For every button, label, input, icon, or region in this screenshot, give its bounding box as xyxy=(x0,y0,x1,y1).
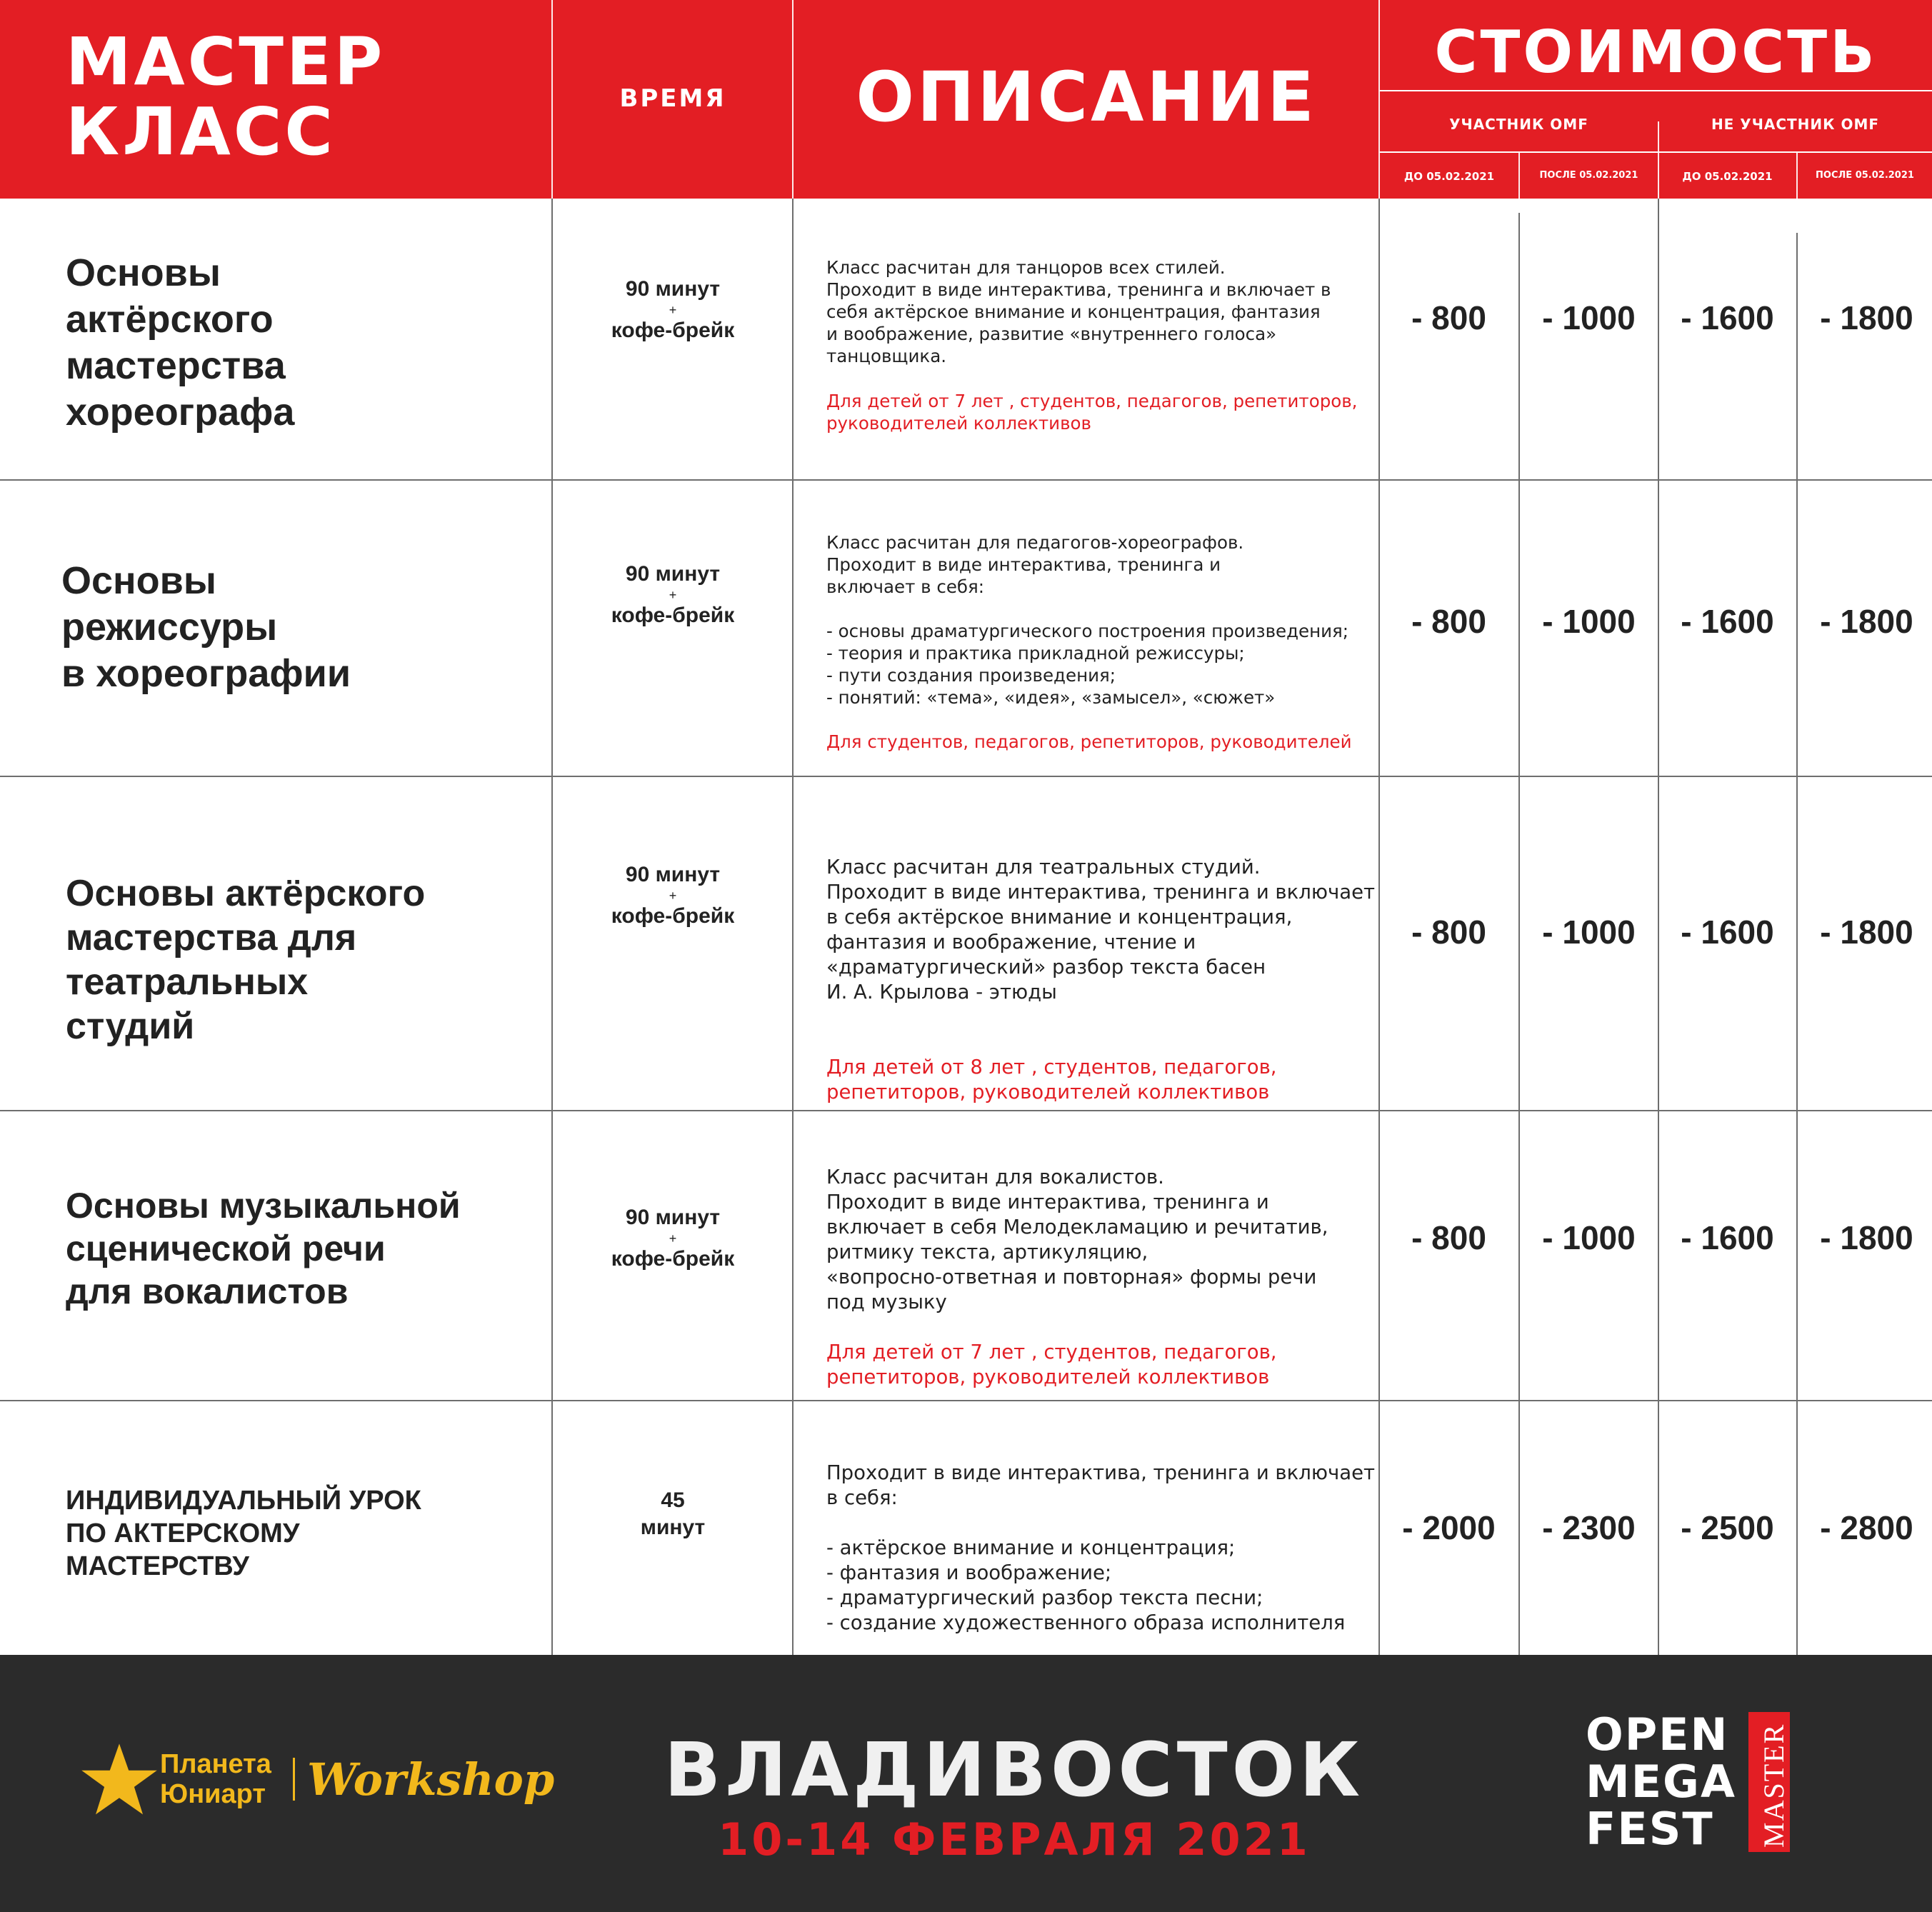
brand-planeta: Планета Юниарт xyxy=(160,1749,271,1809)
price-omf-before: - 2000 xyxy=(1402,1509,1496,1546)
price-non-omf-after: - 1800 xyxy=(1820,1219,1913,1256)
event-dates: 10-14 ФЕВРАЛЯ 2021 xyxy=(718,1813,1311,1866)
header-after-1: ПОСЛЕ 05.02.2021 xyxy=(1539,170,1638,181)
class-duration: 90 минут + кофе-брейк xyxy=(611,1206,735,1271)
table-row xyxy=(0,1401,1932,1655)
star-icon xyxy=(80,1741,159,1819)
class-duration: 45 минут xyxy=(640,1488,706,1539)
table-row xyxy=(0,199,1932,481)
price-non-omf-before: - 1600 xyxy=(1681,603,1774,640)
class-name: Основы актёрского мастерства для театральных студий xyxy=(66,873,426,1047)
class-duration: 90 минут + кофе-брейк xyxy=(611,277,735,342)
class-description: Класс расчитан для танцоров всех стилей. Проходит в виде интерактива, тренинга и включает в себя актёрское внимание и концентрация, фантазия и воображение, развитие «внутреннего голоса» танцовщика. Для детей от 7 лет , студентов, педагогов, репетиторов, руководителей коллективов xyxy=(826,234,1383,456)
header-after-2: ПОСЛЕ 05.02.2021 xyxy=(1816,170,1914,181)
price-non-omf-after: - 2800 xyxy=(1820,1509,1913,1546)
class-name: Основы музыкальной сценической речи для вокалистов xyxy=(66,1186,461,1311)
price-omf-before: - 800 xyxy=(1411,299,1486,336)
class-name: Основы режиссуры в хореографии xyxy=(61,559,351,695)
price-omf-after: - 1000 xyxy=(1542,299,1636,336)
price-non-omf-before: - 2500 xyxy=(1681,1509,1774,1546)
header-divider xyxy=(551,0,553,199)
omf-open: OPEN xyxy=(1586,1708,1729,1761)
price-omf-after: - 2300 xyxy=(1542,1509,1636,1546)
omf-logo xyxy=(1586,1708,1814,1883)
table-row xyxy=(0,1111,1932,1401)
price-non-omf-before: - 1600 xyxy=(1681,1219,1774,1256)
header-divider xyxy=(1380,90,1932,91)
header-before-2: ДО 05.02.2021 xyxy=(1682,170,1773,183)
header-cost: СТОИМОСТЬ xyxy=(1434,19,1878,86)
price-omf-before: - 800 xyxy=(1411,1219,1486,1256)
table-row xyxy=(0,777,1932,1111)
class-audience: Для студентов, педагогов, репетиторов, руководителей xyxy=(826,731,1352,752)
event-city: ВЛАДИВОСТОК xyxy=(664,1726,1365,1813)
footer xyxy=(0,1655,1932,1912)
price-non-omf-before: - 1600 xyxy=(1681,914,1774,951)
class-duration: 90 минут + кофе-брейк xyxy=(611,863,735,928)
class-description: Класс расчитан для вокалистов. Проходит в виде интерактива, тренинга и включает в себя Мелодекламацию и речитатив, ритмику текста, артикуляцию, «вопросно-ответная и повторная» формы речи под музыку Для детей от 7 лет , студентов, педагогов, репетиторов, руководителей коллективов xyxy=(826,1140,1383,1415)
class-audience: Для детей от 7 лет , студентов, педагогов, репетиторов, руководителей коллективов xyxy=(826,1341,1277,1388)
brand-workshop: Workshop xyxy=(307,1753,555,1806)
price-omf-before: - 800 xyxy=(1411,603,1486,640)
class-description: Класс расчитан для театральных студий. Проходит в виде интерактива, тренинга и включает в себя актёрское внимание и концентрация, фантазия и воображение, чтение и «драматургический» разбор текста басен И. А. Крылова - этюды Для детей от 8 лет , студентов, педагогов, репетиторов, руководителей коллективов xyxy=(826,830,1383,1130)
class-description: Класс расчитан для педагогов-хореографов. Проходит в виде интерактива, тренинга и включает в себя: - основы драматургического построения произведения; - теория и практика прикладной режиссуры; - пути создания произведения; - понятий: «тема», «идея», «замысел», «сюжет» Для студентов, педагогов, репетиторов, руководителей xyxy=(826,509,1383,775)
class-name: ИНДИВИДУАЛЬНЫЙ УРОК ПО АКТЕРСКОМУ МАСТЕРСТВУ xyxy=(66,1486,421,1581)
header-time: ВРЕМЯ xyxy=(619,84,726,113)
price-non-omf-after: - 1800 xyxy=(1820,914,1913,951)
class-audience: Для детей от 7 лет , студентов, педагогов, репетиторов, руководителей коллективов xyxy=(826,391,1358,434)
price-non-omf-after: - 1800 xyxy=(1820,299,1913,336)
header-divider xyxy=(1380,151,1932,153)
table-row xyxy=(0,481,1932,777)
header-before-1: ДО 05.02.2021 xyxy=(1403,170,1495,183)
header-divider xyxy=(1658,121,1659,199)
header-master-class: МАСТЕР КЛАСС xyxy=(66,24,386,170)
brand-logo xyxy=(80,1741,555,1826)
table-header xyxy=(0,0,1932,199)
price-non-omf-after: - 1800 xyxy=(1820,603,1913,640)
class-name: Основы актёрского мастерства хореографа xyxy=(66,251,295,434)
omf-fest: FEST xyxy=(1586,1803,1714,1855)
price-omf-after: - 1000 xyxy=(1542,1219,1636,1256)
header-participant: УЧАСТНИК OMF xyxy=(1449,116,1588,133)
header-description: ОПИСАНИЕ xyxy=(856,57,1317,137)
class-audience: Для детей от 8 лет , студентов, педагогов, репетиторов, руководителей коллективов xyxy=(826,1056,1277,1103)
brand-separator xyxy=(293,1758,295,1801)
price-omf-after: - 1000 xyxy=(1542,914,1636,951)
header-divider xyxy=(792,0,794,199)
class-duration: 90 минут + кофе-брейк xyxy=(611,562,735,627)
price-non-omf-before: - 1600 xyxy=(1681,299,1774,336)
omf-mega: MEGA xyxy=(1586,1756,1736,1808)
header-non-participant: НЕ УЧАСТНИК OMF xyxy=(1711,116,1880,133)
price-omf-before: - 800 xyxy=(1411,914,1486,951)
class-description: Проходит в виде интерактива, тренинга и включает в себя: - актёрское внимание и концентрация; - фантазия и воображение; - драматургический разбор текста песни; - создание художественного образа исполнителя xyxy=(826,1461,1376,1634)
price-omf-after: - 1000 xyxy=(1542,603,1636,640)
omf-master: MASTER xyxy=(1758,1723,1790,1848)
